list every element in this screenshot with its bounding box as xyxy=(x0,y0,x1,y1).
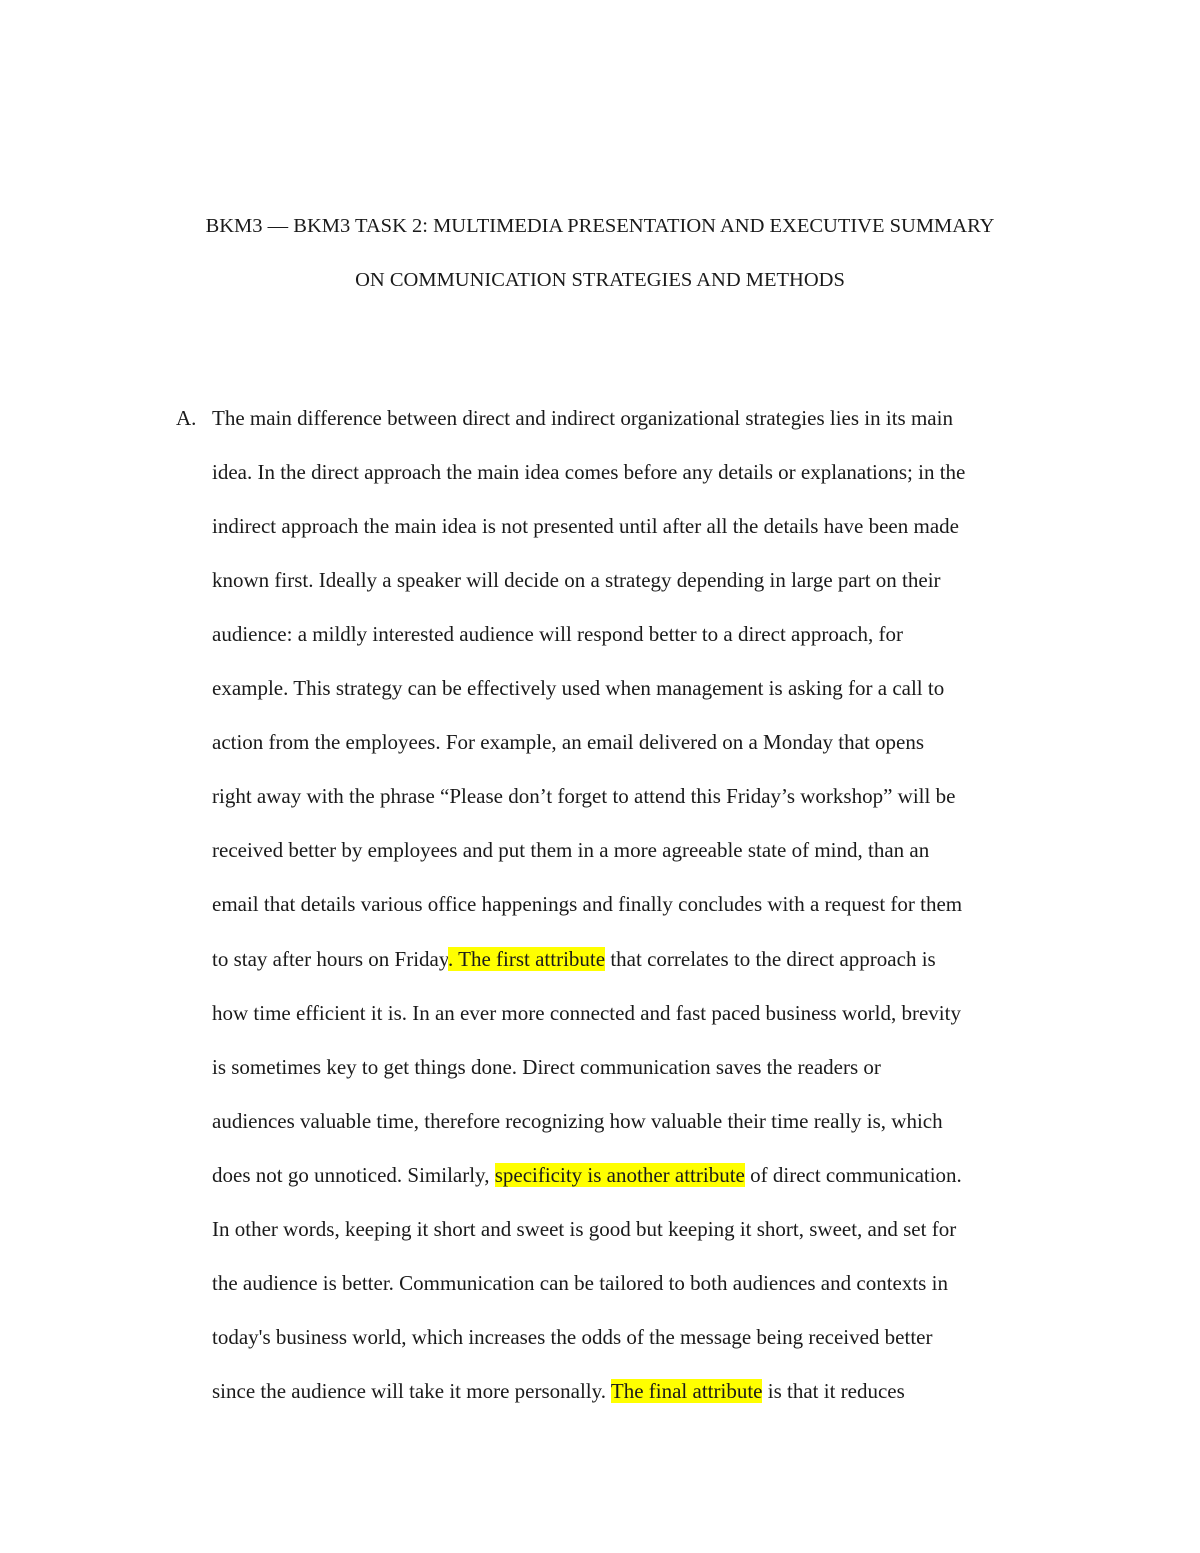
body-line: how time efficient it is. In an ever more connected and fast paced business world, brevity xyxy=(212,1001,961,1025)
body-line-text: of direct communication. xyxy=(744,1163,962,1187)
body-line: action from the employees. For example, an email delivered on a Monday that opens xyxy=(212,730,925,754)
body-line xyxy=(212,1378,905,1404)
document-title-line-1: BKM3 — BKM3 TASK 2: MULTIMEDIA PRESENTATION AND EXECUTIVE SUMMARY xyxy=(205,215,995,237)
highlighted-text: specificity is another attribute xyxy=(494,1163,745,1187)
body-line: right away with the phrase “Please don’t forget to attend this Friday’s workshop” will be xyxy=(212,784,956,808)
section-marker: A. xyxy=(176,406,197,430)
highlighted-text: The final attribute xyxy=(610,1379,763,1403)
body-line-text: that correlates to the direct approach is xyxy=(605,947,936,971)
body-line: today's business world, which increases the odds of the message being received better xyxy=(212,1325,933,1349)
body-line: received better by employees and put them in a more agreeable state of mind, than an xyxy=(212,838,930,862)
body-line-text: is that it reduces xyxy=(762,1379,905,1403)
body-line: example. This strategy can be effectively used when management is asking for a call to xyxy=(212,676,945,700)
body-line-text: to stay after hours on Friday xyxy=(212,947,449,971)
highlighted-text: . The first attribute xyxy=(448,947,606,971)
body-line: In other words, keeping it short and sweet is good but keeping it short, sweet, and set for xyxy=(212,1217,957,1241)
body-line: the audience is better. Communication can be tailored to both audiences and contexts in xyxy=(212,1271,948,1295)
body-line: idea. In the direct approach the main idea comes before any details or explanations; in the xyxy=(212,460,966,484)
document-title-line-2: ON COMMUNICATION STRATEGIES AND METHODS xyxy=(355,269,845,291)
body-line: The main difference between direct and indirect organizational strategies lies in its main xyxy=(212,406,953,430)
body-line: audience: a mildly interested audience will respond better to a direct approach, for xyxy=(212,622,903,646)
body-line-text: does not go unnoticed. Similarly, xyxy=(212,1163,495,1187)
body-line: known first. Ideally a speaker will decide on a strategy depending in large part on their xyxy=(212,568,941,592)
body-line: email that details various office happenings and finally concludes with a request for them xyxy=(212,892,963,916)
body-line-text: since the audience will take it more personally. xyxy=(212,1379,611,1403)
body-line: is sometimes key to get things done. Direct communication saves the readers or xyxy=(212,1055,881,1079)
body-line xyxy=(212,1162,962,1188)
body-line: audiences valuable time, therefore recognizing how valuable their time really is, which xyxy=(212,1109,943,1133)
body-line xyxy=(212,946,936,972)
body-line: indirect approach the main idea is not presented until after all the details have been made xyxy=(212,514,959,538)
